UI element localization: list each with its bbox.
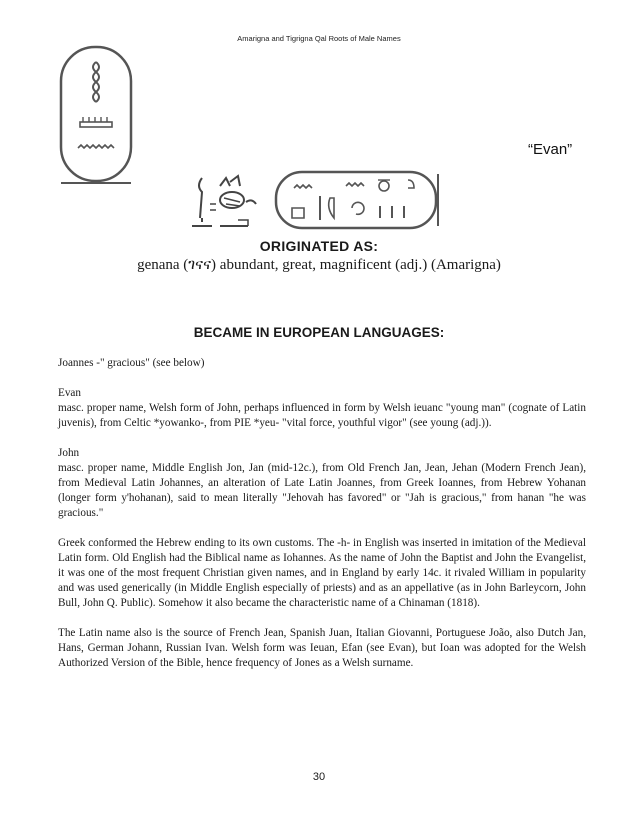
vertical-cartouche-figure: [58, 44, 136, 191]
page-number: 30: [312, 771, 326, 783]
name-label: “Evan”: [528, 141, 573, 158]
paragraph-john: [58, 446, 586, 521]
running-header: Amarigna and Tigrigna Qal Roots of Male Names: [237, 34, 401, 43]
paragraph-evan: [58, 386, 586, 431]
term-evan: Evan: [58, 387, 81, 399]
paragraph-joannes: Joannes -" gracious" (see below): [58, 357, 205, 369]
originated-line: genana (ገናና) abundant, great, magnificent (adj.) (Amarigna): [137, 257, 501, 273]
definition-evan: masc. proper name, Welsh form of John, perhaps influenced in form by Welsh ieuanc "young man" (cognate of Latin juvenis), from Celtic *yowanko-, from PIE *yeu- "vital force, youthful vigor" (see young (adj.)).: [58, 402, 586, 429]
paragraph-greek: Greek conformed the Hebrew ending to its own customs. The -h- in English was inserted in imitation of the Medieval Latin form. Old English had the Biblical name as Iohannes. As the name of John the Baptist and John the Evangelist, it was one of the most frequent Christian given names, and in England by early 14c. it rivaled William in popularity and was used generically (in Middle English especially of priests) and as an appellative (as in John Barleycorn, John Bull, John Q. Public). Somehow it also became the characteristic name of a Chinaman (1818).: [58, 537, 586, 609]
definition-john: masc. proper name, Middle English Jon, Jan (mid-12c.), from Old French Jan, Jean, Jehan (Modern French Jean), from Medieval Latin Johannes, an alteration of Late Latin Joannes, from Greek Ioannes, from Hebrew Yohanan (longer form y'hohanan), said to mean literally "Jehovah has favored" or "Jah is gracious," from hanan "he was gracious.": [58, 462, 586, 519]
term-john: John: [58, 447, 80, 459]
became-heading: BECAME IN EUROPEAN LANGUAGES:: [193, 325, 445, 340]
paragraph-latin: The Latin name also is the source of French Jean, Spanish Juan, Italian Giovanni, Portuguese João, also Dutch Jan, Hans, German Johann, Russian Ivan. Welsh form was Ieuan, Efan (see Evan), but Ioan was adopted for the Welsh Authorized Version of the Bible, hence frequency of Jones as a Welsh surname.: [58, 627, 586, 669]
body-text: [58, 356, 586, 686]
originated-heading: ORIGINATED AS:: [259, 238, 379, 254]
horizontal-cartouche-figure: [180, 168, 460, 239]
